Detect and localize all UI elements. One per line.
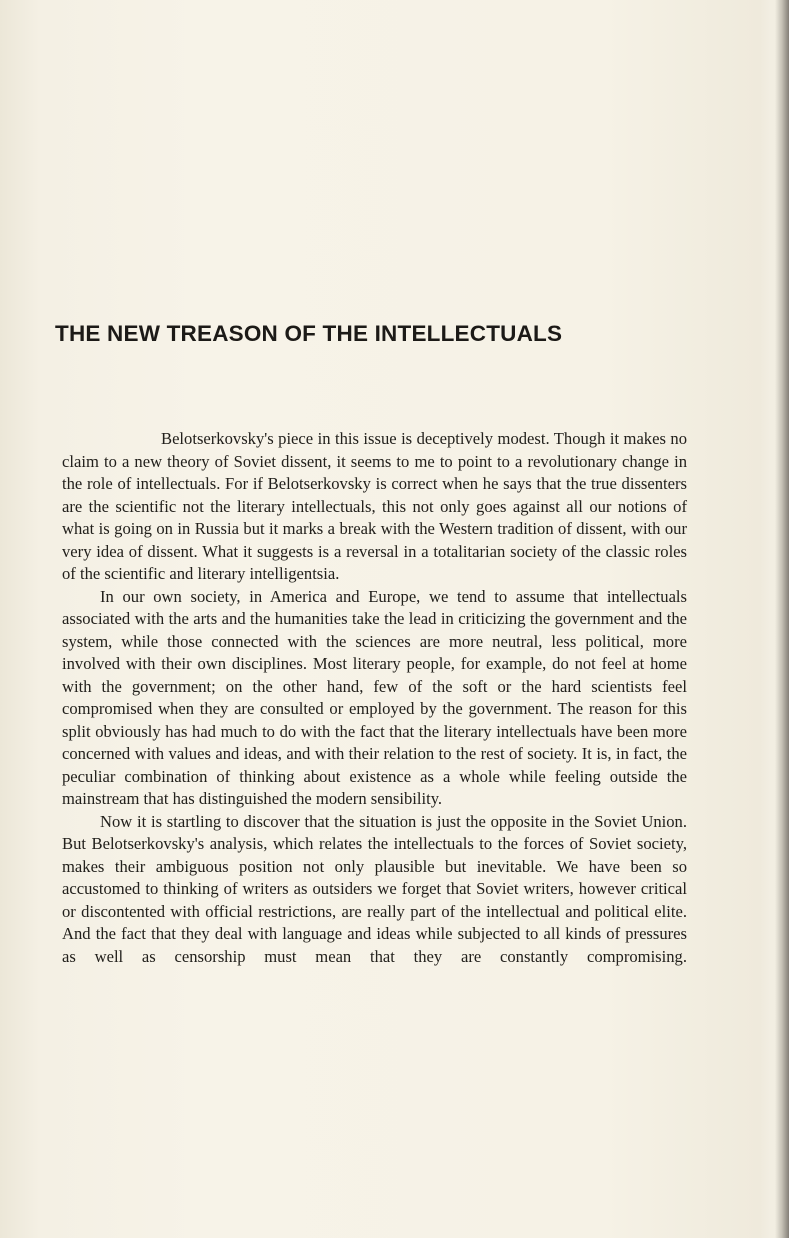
article-title: THE NEW TREASON OF THE INTELLECTUALS: [55, 321, 563, 346]
article-body: [62, 428, 687, 968]
paragraph-2: In our own society, in America and Europe, we tend to assume that intellectuals associated with the arts and the humanities take the lead in criticizing the government and the system, while those connected with the sciences are more neutral, less political, more involved with their own disciplines. Most literary people, for example, do not feel at home with the government; on the other hand, few of the soft or the hard scientists feel compromised when they are consulted or employed by the government. The reason for this split obviously has had much to do with the fact that the literary intellectuals have been more concerned with values and ideas, and with their relation to the rest of society. It is, in fact, the peculiar combination of thinking about existence as a whole while feeling outside the mainstream that has distinguished the modern sensibility.: [62, 586, 687, 808]
page-edge-shadow: [775, 0, 789, 1238]
paragraph-1: Belotserkovsky's piece in this issue is deceptively modest. Though it makes no claim to a new theory of Soviet dissent, it seems to me to point to a revolutionary change in the role of intellectuals. For if Belotserkovsky is correct when he says that the true dissenters are the scientific not the literary intellectuals, this not only goes against all our notions of what is going on in Russia but it marks a break with the Western tradition of dissent, with our very idea of dissent. What it suggests is a reversal in a totalitarian society of the classic roles of the scientific and literary intelligentsia.: [62, 429, 687, 583]
paragraph-3: Now it is startling to discover that the situation is just the opposite in the Soviet Union. But Belotserkovsky's analysis, which relates the intellectuals to the forces of Soviet society, makes their ambiguous position not only plausible but inevitable. We have been so accustomed to thinking of writers as outsiders we forget that Soviet writers, however critical or discontented with official restrictions, are really part of the intellectual and political elite. And the fact that they deal with language and ideas while subjected to all kinds of pressures as well as censorship must mean that they are constantly compromising.: [62, 811, 687, 966]
